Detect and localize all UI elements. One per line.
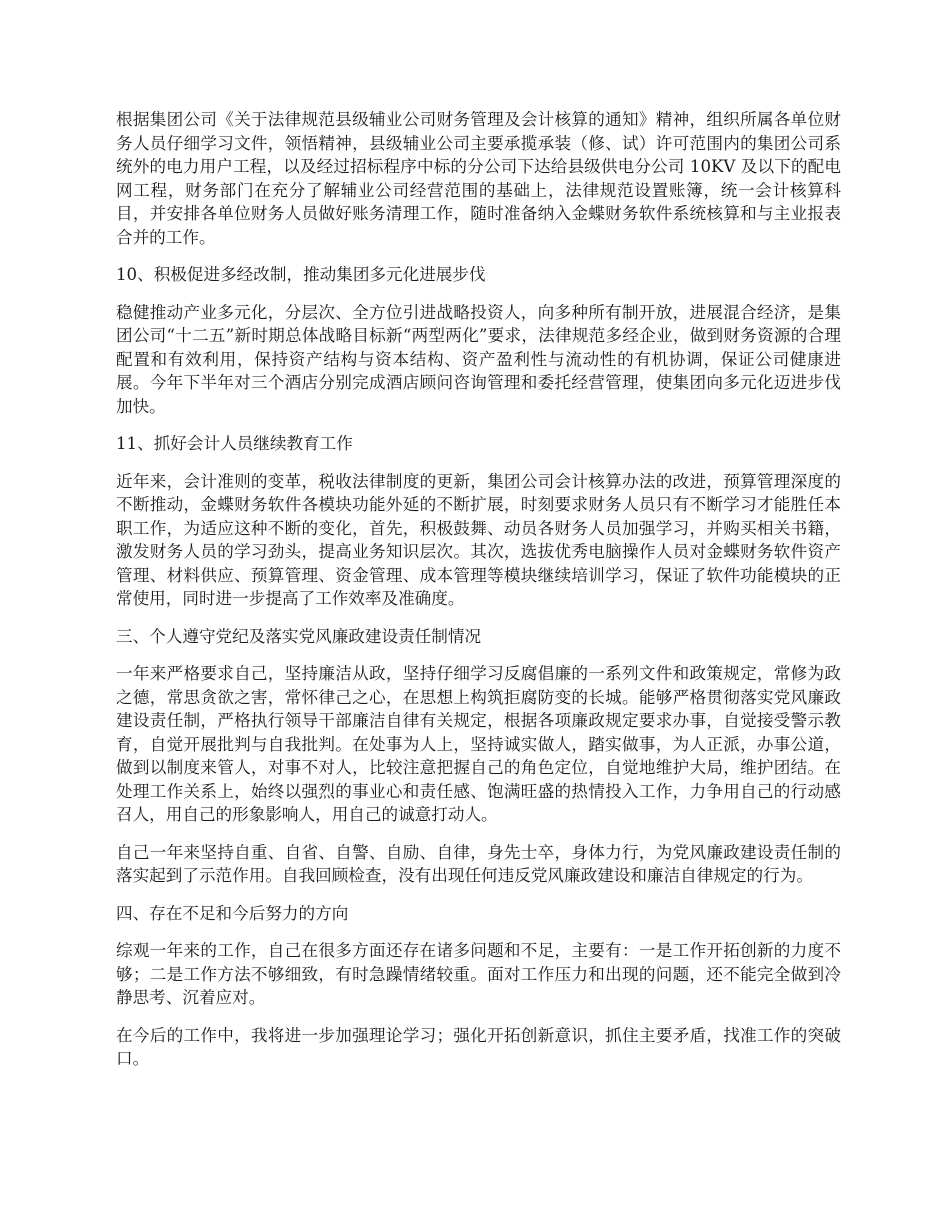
paragraph-future-direction: 在今后的工作中，我将进一步加强理论学习；强化开拓创新意识，抓住主要矛盾，找准工作的突破口。: [116, 1025, 841, 1068]
document-body: [116, 108, 841, 1085]
paragraph-continuing-education: 近年来，会计准则的变革，税收法律制度的更新，集团公司会计核算办法的改进，预算管理深度的不断推动，金蝶财务软件各模块功能外延的不断扩展，时刻要求财务人员只有不断学习才能胜任本职工作，为适应这种不断的变化，首先，积极鼓舞、动员各财务人员加强学习，并购买相关书籍，激发财务人员的学习劲头，提高业务知识层次。其次，选拔优秀电脑操作人员对金蝶财务软件资产管理、材料供应、预算管理、资金管理、成本管理等模块继续培训学习，保证了软件功能模块的正常使用，同时进一步提高了工作效率及准确度。: [116, 471, 841, 608]
paragraph-shortcomings: 综观一年来的工作，自己在很多方面还存在诸多问题和不足，主要有：一是工作开拓创新的力度不够；二是工作方法不够细致，有时急躁情绪较重。面对工作压力和出现的问题，还不能完全做到冷静思考、沉着应对。: [116, 941, 841, 1007]
section-heading-11: 11、抓好会计人员继续教育工作: [116, 434, 353, 453]
paragraph-diversification: 稳健推动产业多元化，分层次、全方位引进战略投资人，向多种所有制开放，进展混合经济，是集团公司“十二五”新时期总体战略目标新“两型两化”要求，法律规范多经企业，做到财务资源的合理配置和有效利用，保持资产结构与资本结构、资产盈利性与流动性的有机协调，保证公司健康进展。今年下半年对三个酒店分别完成酒店顾问咨询管理和委托经营管理，使集团向多元化迈进步伐加快。: [116, 302, 841, 416]
section-heading-10: 10、积极促进多经改制，推动集团多元化进展步伐: [116, 265, 486, 284]
section-heading-4: 四、存在不足和今后努力的方向: [116, 903, 349, 923]
section-heading-3: 三、个人遵守党纪及落实党风廉政建设责任制情况: [116, 626, 482, 646]
paragraph-accounting-regulation: 根据集团公司《关于法律规范县级辅业公司财务管理及会计核算的通知》精神，组织所属各单位财务人员仔细学习文件，领悟精神，县级辅业公司主要承揽承装（修、试）许可范围内的集团公司系统外的电力用户工程，以及经过招标程序中标的分公司下达给县级供电分公司 10KV 及以下的配电网工程，财务部门在充分了解辅业公司经营范围的基础上，法律规范设置账簿，统一会计核算科目，并安排各单位财务人员做好账务清理工作，随时准备纳入金蝶财务软件系统核算和与主业报表合并的工作。: [116, 110, 841, 247]
paragraph-integrity: 一年来严格要求自己，坚持廉洁从政，坚持仔细学习反腐倡廉的一系列文件和政策规定，常修为政之德，常思贪欲之害，常怀律己之心，在思想上构筑拒腐防变的长城。能够严格贯彻落实党风廉政建设责任制，严格执行领导干部廉洁自律有关规定，根据各项廉政规定要求办事，自觉接受警示教育，自觉开展批判与自我批判。在处事为人上，坚持诚实做人，踏实做事，为人正派，办事公道，做到以制度来管人，对事不对人，比较注意把握自己的角色定位，自觉地维护大局，维护团结。在处理工作关系上，始终以强烈的事业心和责任感、饱满旺盛的热情投入工作，力争用自己的行动感召人，用自己的形象影响人，用自己的诚意打动人。: [116, 664, 841, 824]
paragraph-self-discipline: 自己一年来坚持自重、自省、自警、自励、自律，身先士卒，身体力行，为党风廉政建设责任制的落实起到了示范作用。自我回顾检查，没有出现任何违反党风廉政建设和廉洁自律规定的行为。: [116, 842, 841, 885]
